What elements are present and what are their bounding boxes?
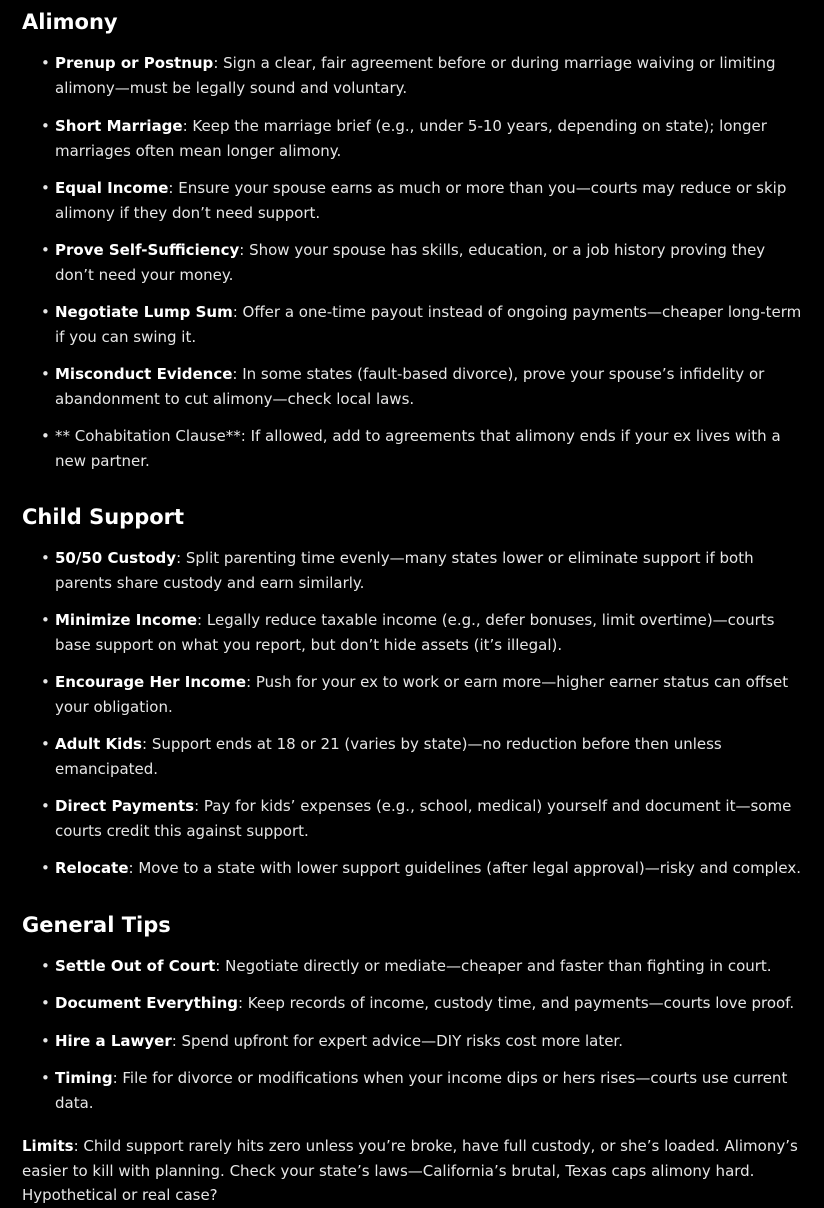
bullet-icon: • xyxy=(41,735,50,753)
bullet-icon: • xyxy=(41,956,50,975)
bullet-icon: • xyxy=(41,994,50,1012)
list-item: • Hire a Lawyer: Spend upfront for expert advice—DIY risks cost more later. xyxy=(22,1029,808,1054)
section-title: Child Support xyxy=(22,505,185,529)
list-item: • Settle Out of Court: Negotiate directly or mediate—cheaper and faster than fighting in court. xyxy=(22,954,808,979)
bullet-icon: • xyxy=(41,549,50,567)
bullet-icon: • xyxy=(41,1069,50,1087)
bullet-icon: • xyxy=(41,611,50,629)
limits-text: : Child support rarely hits zero unless you’re broke, have full custody, or she’s loaded. Alimony’s easier to kill with planning. Check your state’s laws—California’s brutal, Texas caps alimony hard. Hypothetical or real case? xyxy=(22,1137,798,1204)
bullet-icon: • xyxy=(41,365,50,383)
bullet-icon: • xyxy=(41,1031,50,1050)
list-item: • Equal Income: Ensure your spouse earns as much or more than you—courts may reduce or skip alimony if they don’t need support. xyxy=(22,176,808,225)
section-title: General Tips xyxy=(22,912,171,937)
list-item: • 50/50 Custody: Split parenting time evenly—many states lower or eliminate support if both parents share custody and earn similarly. xyxy=(22,546,808,595)
bullet-icon: • xyxy=(41,117,50,135)
section-child-support xyxy=(22,503,808,881)
list-item: • Prenup or Postnup: Sign a clear, fair agreement before or during marriage waiving or limiting alimony—must be legally sound and voluntary. xyxy=(22,51,808,100)
bullet-icon: • xyxy=(41,797,50,815)
bullet-icon: • xyxy=(41,673,50,691)
list-item: • ** Cohabitation Clause**: If allowed, add to agreements that alimony ends if your ex lives with a new partner. xyxy=(22,424,808,473)
list-item: • Short Marriage: Keep the marriage brief (e.g., under 5-10 years, depending on state); longer marriages often mean longer alimony. xyxy=(22,114,808,163)
list-item: • Relocate: Move to a state with lower support guidelines (after legal approval)—risky and complex. xyxy=(22,856,808,881)
limits-term: Limits xyxy=(22,1137,74,1155)
list-item: • Prove Self-Sufficiency: Show your spouse has skills, education, or a job history proving they don’t need your money. xyxy=(22,238,808,287)
bullet-list xyxy=(22,51,808,473)
list-item: • Negotiate Lump Sum: Offer a one-time payout instead of ongoing payments—cheaper long-term if you can swing it. xyxy=(22,300,808,349)
bullet-icon: • xyxy=(41,179,50,197)
section-title: Alimony xyxy=(22,10,118,34)
list-item: • Document Everything: Keep records of income, custody time, and payments—courts love proof. xyxy=(22,991,808,1016)
list-item: • Timing: File for divorce or modifications when your income dips or hers rises—courts use current data. xyxy=(22,1066,808,1115)
limits-paragraph xyxy=(22,1134,808,1208)
list-item: • Encourage Her Income: Push for your ex to work or earn more—higher earner status can offset your obligation. xyxy=(22,670,808,719)
bullet-icon: • xyxy=(41,303,50,321)
bullet-list xyxy=(22,954,808,1116)
section-alimony xyxy=(22,8,808,473)
list-item: • Direct Payments: Pay for kids’ expenses (e.g., school, medical) yourself and document it—some courts credit this against support. xyxy=(22,794,808,843)
bullet-icon: • xyxy=(41,427,50,445)
section-general-tips xyxy=(22,911,808,1116)
list-item: • Misconduct Evidence: In some states (fault-based divorce), prove your spouse’s infidelity or abandonment to cut alimony—check local laws. xyxy=(22,362,808,411)
list-item: • Adult Kids: Support ends at 18 or 21 (varies by state)—no reduction before then unless emancipated. xyxy=(22,732,808,781)
bullet-list xyxy=(22,546,808,881)
chat-response xyxy=(22,8,808,1208)
list-item: • Minimize Income: Legally reduce taxable income (e.g., defer bonuses, limit overtime)—courts base support on what you report, but don’t hide assets (it’s illegal). xyxy=(22,608,808,657)
bullet-icon: • xyxy=(41,54,50,72)
bullet-icon: • xyxy=(41,859,50,877)
bullet-icon: • xyxy=(41,241,50,259)
